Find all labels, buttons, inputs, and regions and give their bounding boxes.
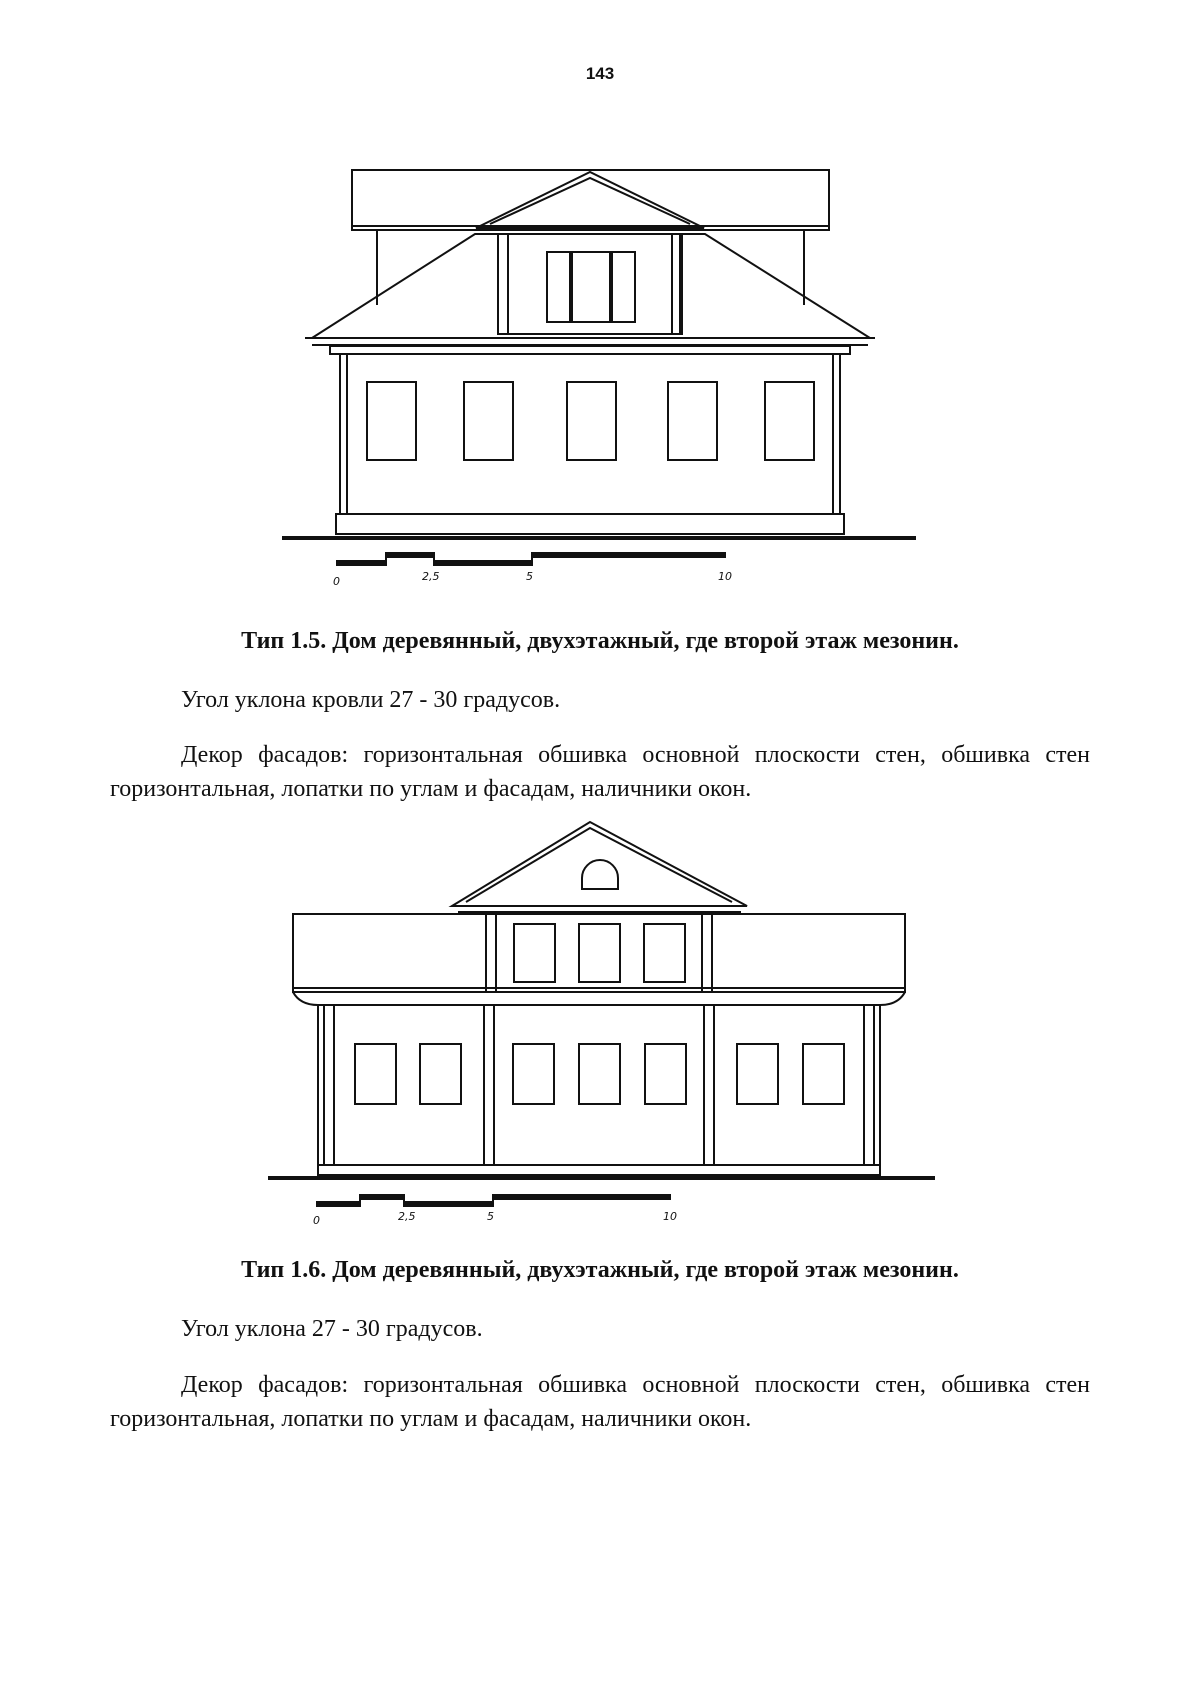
scale-label-5: 5 (526, 570, 533, 583)
figure-caption-type-1-6: Тип 1.6. Дом деревянный, двухэтажный, где второй этаж мезонин. (241, 1257, 959, 1283)
scale-label-10-fig2: 10 (663, 1210, 677, 1223)
scale-label-5-fig2: 5 (487, 1210, 494, 1223)
house-elevation-drawing-type-1-6 (0, 815, 1200, 1235)
facade-decor-text-2: Декор фасадов: горизонтальная обшивка основной плоскости стен, обшивка стен горизонтальная, лопатки по углам и фасадам, наличники окон. (110, 1372, 1090, 1432)
facade-decor-text-1: Декор фасадов: горизонтальная обшивка основной плоскости стен, обшивка стен горизонтальная, лопатки по углам и фасадам, наличники окон. (110, 742, 1090, 802)
scale-label-0-fig2: 0 (313, 1214, 320, 1227)
figure-caption-type-1-5: Тип 1.5. Дом деревянный, двухэтажный, где второй этаж мезонин. (241, 628, 959, 654)
scale-bar (336, 552, 726, 566)
house-elevation-drawing-type-1-5 (0, 150, 1200, 590)
scale-label-2-5-fig2: 2,5 (398, 1210, 416, 1223)
scale-label-0: 0 (333, 575, 340, 588)
roof-slope-text-2: Угол уклона 27 - 30 градусов. (181, 1316, 483, 1342)
scale-bar-2 (316, 1194, 671, 1207)
page-number: 143 (585, 64, 615, 83)
roof-slope-text-1: Угол уклона кровли 27 - 30 градусов. (181, 687, 561, 713)
scale-label-2-5: 2,5 (422, 570, 440, 583)
scale-label-10: 10 (718, 570, 732, 583)
